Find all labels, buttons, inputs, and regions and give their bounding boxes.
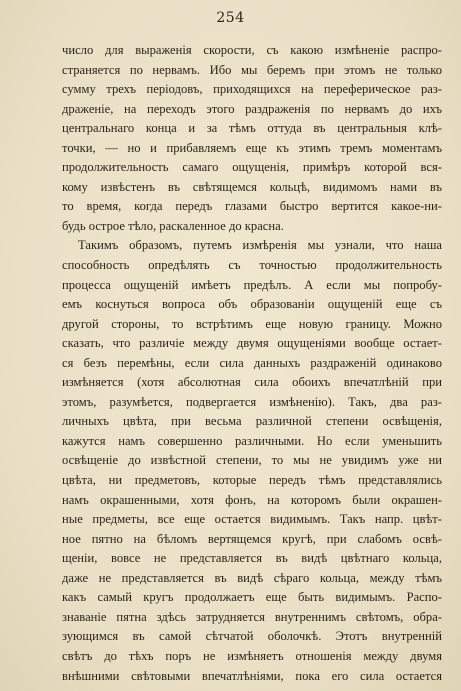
text-line: сумму трехъ періодовъ, приходящихся на переферическое раз- xyxy=(62,82,442,97)
text-line: другой стороны, то встрѣтимъ еще новую границу. Можно xyxy=(62,316,442,331)
text-line: кому извѣстенъ въ свѣтящемся кольцѣ, видимомъ нами въ xyxy=(62,179,442,194)
text-line: намъ окрашенными, хотя фонъ, на которомъ были окрашен- xyxy=(62,492,442,507)
text-line: точки, — но и прибавляемъ еще къ этимъ тремъ моментамъ xyxy=(62,140,442,155)
text-line: личныхъ цвѣта, при весьма различной степени освѣщенія, xyxy=(62,414,442,429)
text-line: драженіе, на переходъ этого раздраженія по нервамъ до ихъ xyxy=(62,101,442,116)
text-line: измѣняется (хотя абсолютная сила обоихъ впечатлѣній при xyxy=(62,375,442,390)
text-line: какъ самый кругъ продолжаетъ еще быть видимымъ. Распо- xyxy=(62,590,442,605)
text-line: этомъ, разумѣется, подвергается измѣненію). Такъ, два раз- xyxy=(62,394,442,409)
text-line: свѣтъ до тѣхъ поръ не измѣняетъ отношенія между двумя xyxy=(62,648,442,663)
text-line: центральнаго конца и за тѣмъ оттуда въ центральныя клѣ- xyxy=(62,121,442,136)
paragraph xyxy=(62,236,442,686)
text-line: число для выраженія скорости, съ какою измѣненіе распро- xyxy=(62,43,442,57)
text-line: ся безъ перемѣны, если сила данныхъ раздраженій одинаково xyxy=(62,355,442,370)
text-line: зующимся въ самой сѣтчатой оболочкѣ. Этотъ внутренній xyxy=(62,629,442,644)
text-line: продолжительность самаго ощущенія, примѣръ которой вся- xyxy=(62,160,442,175)
text-line: щеніи, вовсе не представляется въ видѣ цвѣтнаго кольца, xyxy=(62,551,442,566)
text-line: процесса ощущеній имѣетъ предѣлъ. А если мы попробу- xyxy=(62,277,442,292)
text-line: знаваніе пятна здѣсь затрудняется внутреннимъ свѣтомъ, обра- xyxy=(62,609,442,624)
text-line: кажутся намъ совершенно различными. Но если уменьшить xyxy=(62,433,442,448)
page-number: 254 xyxy=(216,10,245,26)
text-line: Такимъ образомъ, путемъ измѣренія мы узнали, что наша xyxy=(78,238,442,253)
text-line: даже не представляется въ видѣ сѣраго кольца, между тѣмъ xyxy=(62,570,442,585)
text-line: цвѣта, ни предметовъ, которые передъ тѣмъ представлялись xyxy=(62,473,442,488)
paragraph xyxy=(62,41,442,236)
text-line: емъ коснуться вопроса объ образованіи ощущеній еще съ xyxy=(62,297,442,312)
text-line: сказать, что различіе между двумя ощущеніями вообще остает- xyxy=(62,336,442,351)
text-line: освѣщеніе до извѣстной степени, то мы не увидимъ уже ни xyxy=(62,453,442,468)
text-line: то время, когда передъ глазами быстро вертится какое-ни- xyxy=(62,199,442,214)
text-line: страняется по нервамъ. Ибо мы беремъ при этомъ не только xyxy=(62,62,442,77)
text-line: способность опредѣлять съ точностью продолжительность xyxy=(62,258,442,273)
text-line: будь острое тѣло, раскаленное до красна. xyxy=(62,218,284,233)
text-line: ные предметы, все еще остается видимымъ. Такъ напр. цвѣт- xyxy=(62,512,442,527)
text-line: внѣшними свѣтовыми впечатлѣніями, пока его сила остается xyxy=(62,668,442,683)
text-line: ное пятно на бѣломъ вертящемся кругѣ, при слабомъ освѣ- xyxy=(62,531,442,546)
body-text xyxy=(62,41,442,686)
